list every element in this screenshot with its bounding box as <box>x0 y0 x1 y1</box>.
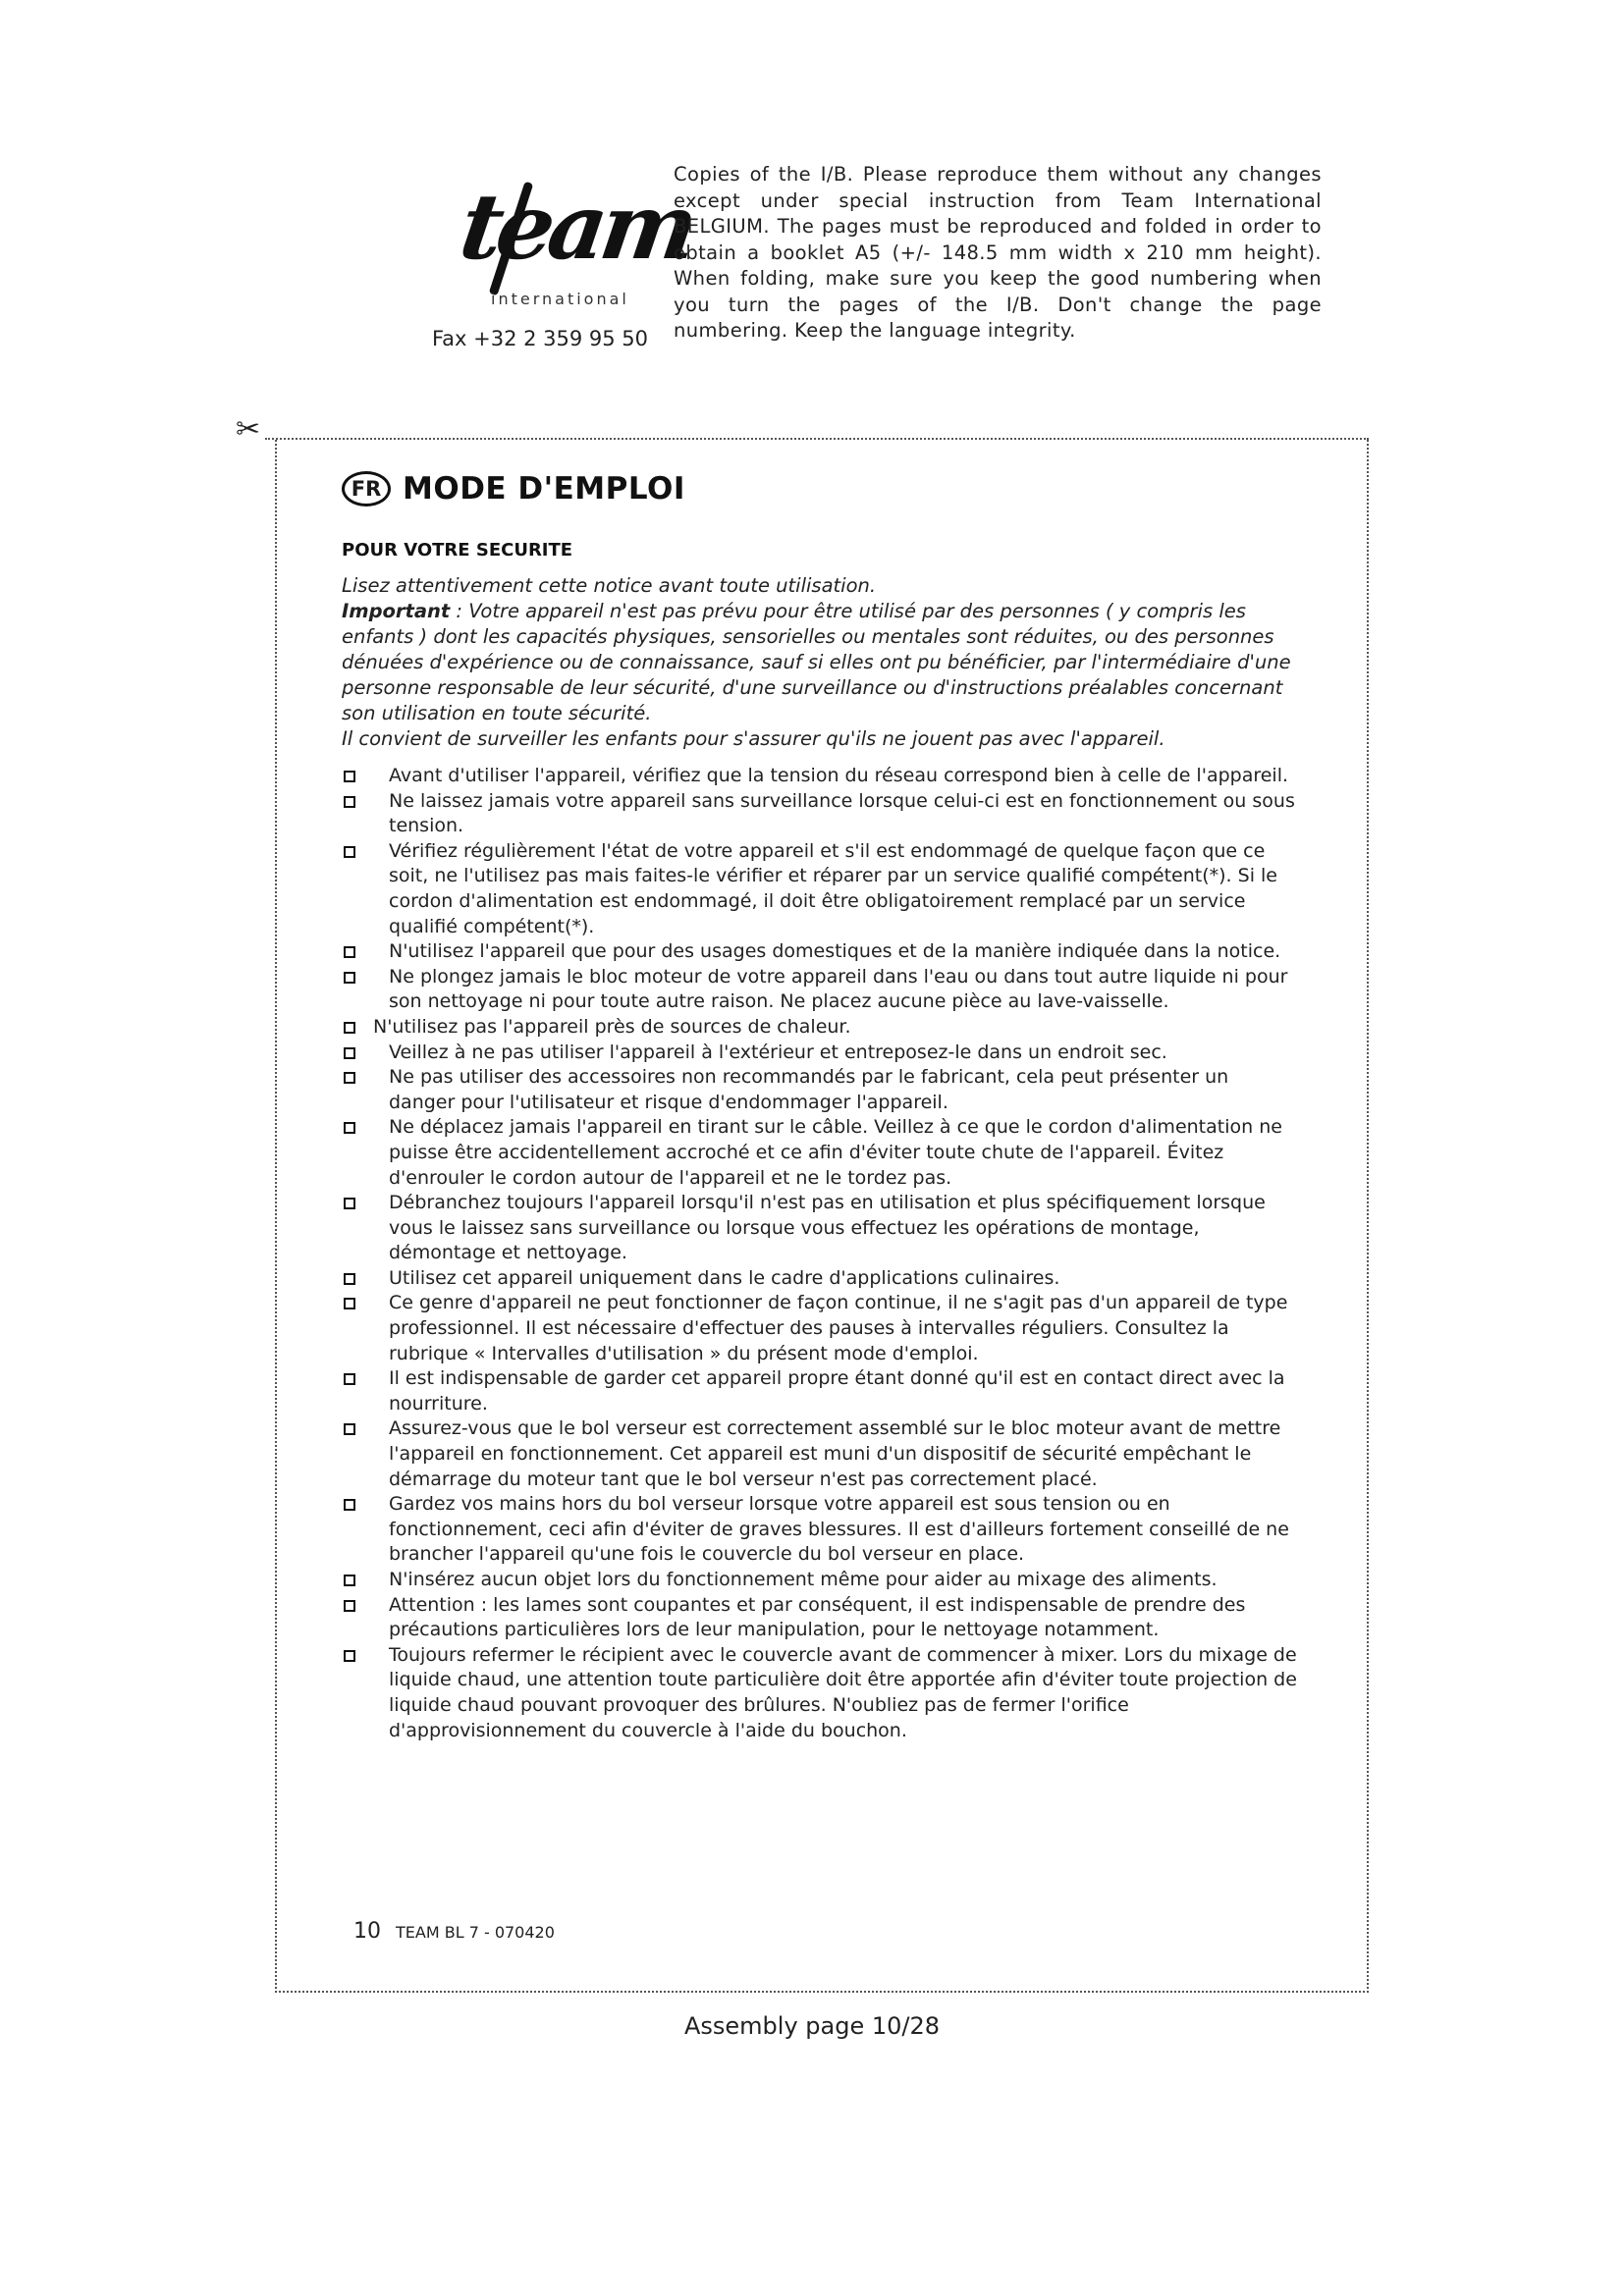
intro-text <box>342 573 1304 752</box>
checkbox-icon <box>344 1298 355 1309</box>
list-item: Ne pas utiliser des accessoires non recommandés par le fabricant, cela peut présenter un danger pour l'utilisateur et risque d'endommager l'appareil. <box>342 1065 1300 1115</box>
logo-word: team <box>454 174 699 280</box>
fax-number: Fax +32 2 359 95 50 <box>432 327 649 350</box>
checkbox-icon <box>344 1198 355 1209</box>
page-title: MODE D'EMPLOI <box>403 471 685 507</box>
list-item: Assurez-vous que le bol verseur est correctement assemblé sur le bloc moteur avant de mettre l'appareil en fonctionnement. Cet appareil est muni d'un dispositif de sécurité empêchant le démarrage du moteur tant que le bol verseur n'est pas correctement placé. <box>342 1416 1300 1492</box>
checkbox-icon <box>344 972 355 984</box>
intro-important <box>342 599 1304 726</box>
list-item: Toujours refermer le récipient avec le couvercle avant de commencer à mixer. Lors du mixage de liquide chaud, une attention toute particulière doit être apportée afin d'éviter toute projection de liquide chaud pouvant provoquer des brûlures. N'oubliez pas de fermer l'orifice d'approvisionnement du couvercle à l'aide du bouchon. <box>342 1643 1300 1743</box>
list-item: Ne déplacez jamais l'appareil en tirant sur le câble. Veillez à ce que le cordon d'alimentation ne puisse être accidentellement accroché et ce afin d'éviter toute chute de l'appareil. Évitez d'enrouler le cordon autour de l'appareil et ne le tordez pas. <box>342 1115 1300 1191</box>
list-item: Vérifiez régulièrement l'état de votre appareil et s'il est endommagé de quelque façon que ce soit, ne l'utilisez pas mais faites-le vérifier et réparer par un service qualifié compétent(*). Si le cordon d'alimentation est endommagé, il doit être obligatoirement remplacé par un service qualifié compétent(*). <box>342 839 1300 939</box>
checkbox-icon <box>344 771 355 782</box>
checkbox-icon <box>344 1122 355 1134</box>
checkbox-icon <box>344 1650 355 1662</box>
checkbox-icon <box>344 1072 355 1084</box>
checkbox-icon <box>344 796 355 808</box>
list-item: Ce genre d'appareil ne peut fonctionner de façon continue, il ne s'agit pas d'un appareil de type professionnel. Il est nécessaire d'effectuer des pauses à intervalles réguliers. Consultez la rubrique « Intervalles d'utilisation » du présent mode d'emploi. <box>342 1291 1300 1366</box>
checkbox-icon <box>344 1575 355 1586</box>
safety-list <box>342 764 1300 1743</box>
page-header <box>342 466 685 511</box>
list-item: Ne laissez jamais votre appareil sans surveillance lorsque celui-ci est en fonctionnement ou sous tension. <box>342 789 1300 839</box>
checkbox-icon <box>344 1373 355 1385</box>
copies-instructions: Copies of the I/B. Please reproduce them without any changes except under special instruction from Team International BELGIUM. The pages must be reproduced and folded in order to obtain a booklet A5 (+/- 148.5 mm width x 210 mm height). When folding, make sure you keep the good numbering when you turn the pages of the I/B. Don't change the page numbering. Keep the language integrity. <box>674 163 1322 342</box>
checkbox-icon <box>344 846 355 858</box>
list-item: Ne plongez jamais le bloc moteur de votre appareil dans l'eau ou dans tout autre liquide ni pour son nettoyage ni pour toute autre raison. Ne placez aucune pièce au lave-vaisselle. <box>342 965 1300 1015</box>
assembly-page-label: Assembly page 10/28 <box>683 2012 941 2040</box>
list-item: Veillez à ne pas utiliser l'appareil à l'extérieur et entreposez-le dans un endroit sec. <box>342 1041 1300 1066</box>
cut-line-left <box>275 440 277 1993</box>
model-code: TEAM BL 7 - 070420 <box>396 1923 555 1942</box>
list-item: Il est indispensable de garder cet appareil propre étant donné qu'il est en contact direct avec la nourriture. <box>342 1366 1300 1416</box>
list-item: N'utilisez l'appareil que pour des usages domestiques et de la manière indiquée dans la notice. <box>342 939 1300 965</box>
important-text: : Votre appareil n'est pas prévu pour être utilisé par des personnes ( y compris les enfants ) dont les capacités physiques, sensorielles ou mentales sont réduites, ou des personnes dénuées d'expérience ou de connaissance, sauf si elles ont pu bénéficier, par l'intermédiaire d'une personne responsable de leur sécurité, d'une surveillance ou d'instructions préalables concernant son utilisation en toute sécurité. <box>342 600 1291 724</box>
checkbox-icon <box>344 946 355 958</box>
section-title: POUR VOTRE SECURITE <box>342 540 573 561</box>
important-label: Important <box>342 600 451 622</box>
checkbox-icon <box>344 1423 355 1435</box>
cut-line-right <box>1367 440 1369 1993</box>
cut-line-top <box>265 438 1369 440</box>
cut-line-bottom <box>275 1991 1369 1993</box>
list-item: Avant d'utiliser l'appareil, vérifiez que la tension du réseau correspond bien à celle de l'appareil. <box>342 764 1300 789</box>
page-number: 10 <box>353 1919 381 1944</box>
language-badge: FR <box>342 471 391 507</box>
list-item: N'insérez aucun objet lors du fonctionnement même pour aider au mixage des aliments. <box>342 1568 1300 1593</box>
list-item: Débranchez toujours l'appareil lorsqu'il n'est pas en utilisation et plus spécifiquement lorsque vous le laissez sans surveillance ou lorsque vous effectuez les opérations de montage, démontage et nettoyage. <box>342 1191 1300 1266</box>
intro-line-3: Il convient de surveiller les enfants pour s'assurer qu'ils ne jouent pas avec l'appareil. <box>342 727 1165 750</box>
intro-line-1: Lisez attentivement cette notice avant toute utilisation. <box>342 574 877 597</box>
logo-subtitle: international <box>491 290 629 308</box>
checkbox-icon <box>344 1022 355 1034</box>
checkbox-icon <box>344 1600 355 1612</box>
scissors-icon: ✂ <box>236 412 261 447</box>
list-item: Gardez vos mains hors du bol verseur lorsque votre appareil est sous tension ou en fonctionnement, ceci afin d'éviter de graves blessures. Il est d'ailleurs fortement conseillé de ne brancher l'appareil qu'une fois le couvercle du bol verseur en place. <box>342 1492 1300 1568</box>
list-item: Attention : les lames sont coupantes et par conséquent, il est indispensable de prendre des précautions particulières lors de leur manipulation, pour le nettoyage notamment. <box>342 1593 1300 1643</box>
checkbox-icon <box>344 1047 355 1059</box>
list-item: Utilisez cet appareil uniquement dans le cadre d'applications culinaires. <box>342 1266 1300 1292</box>
checkbox-icon <box>344 1499 355 1511</box>
list-item: N'utilisez pas l'appareil près de sources de chaleur. <box>342 1015 1300 1041</box>
page-footer <box>353 1919 555 1944</box>
checkbox-icon <box>344 1273 355 1285</box>
